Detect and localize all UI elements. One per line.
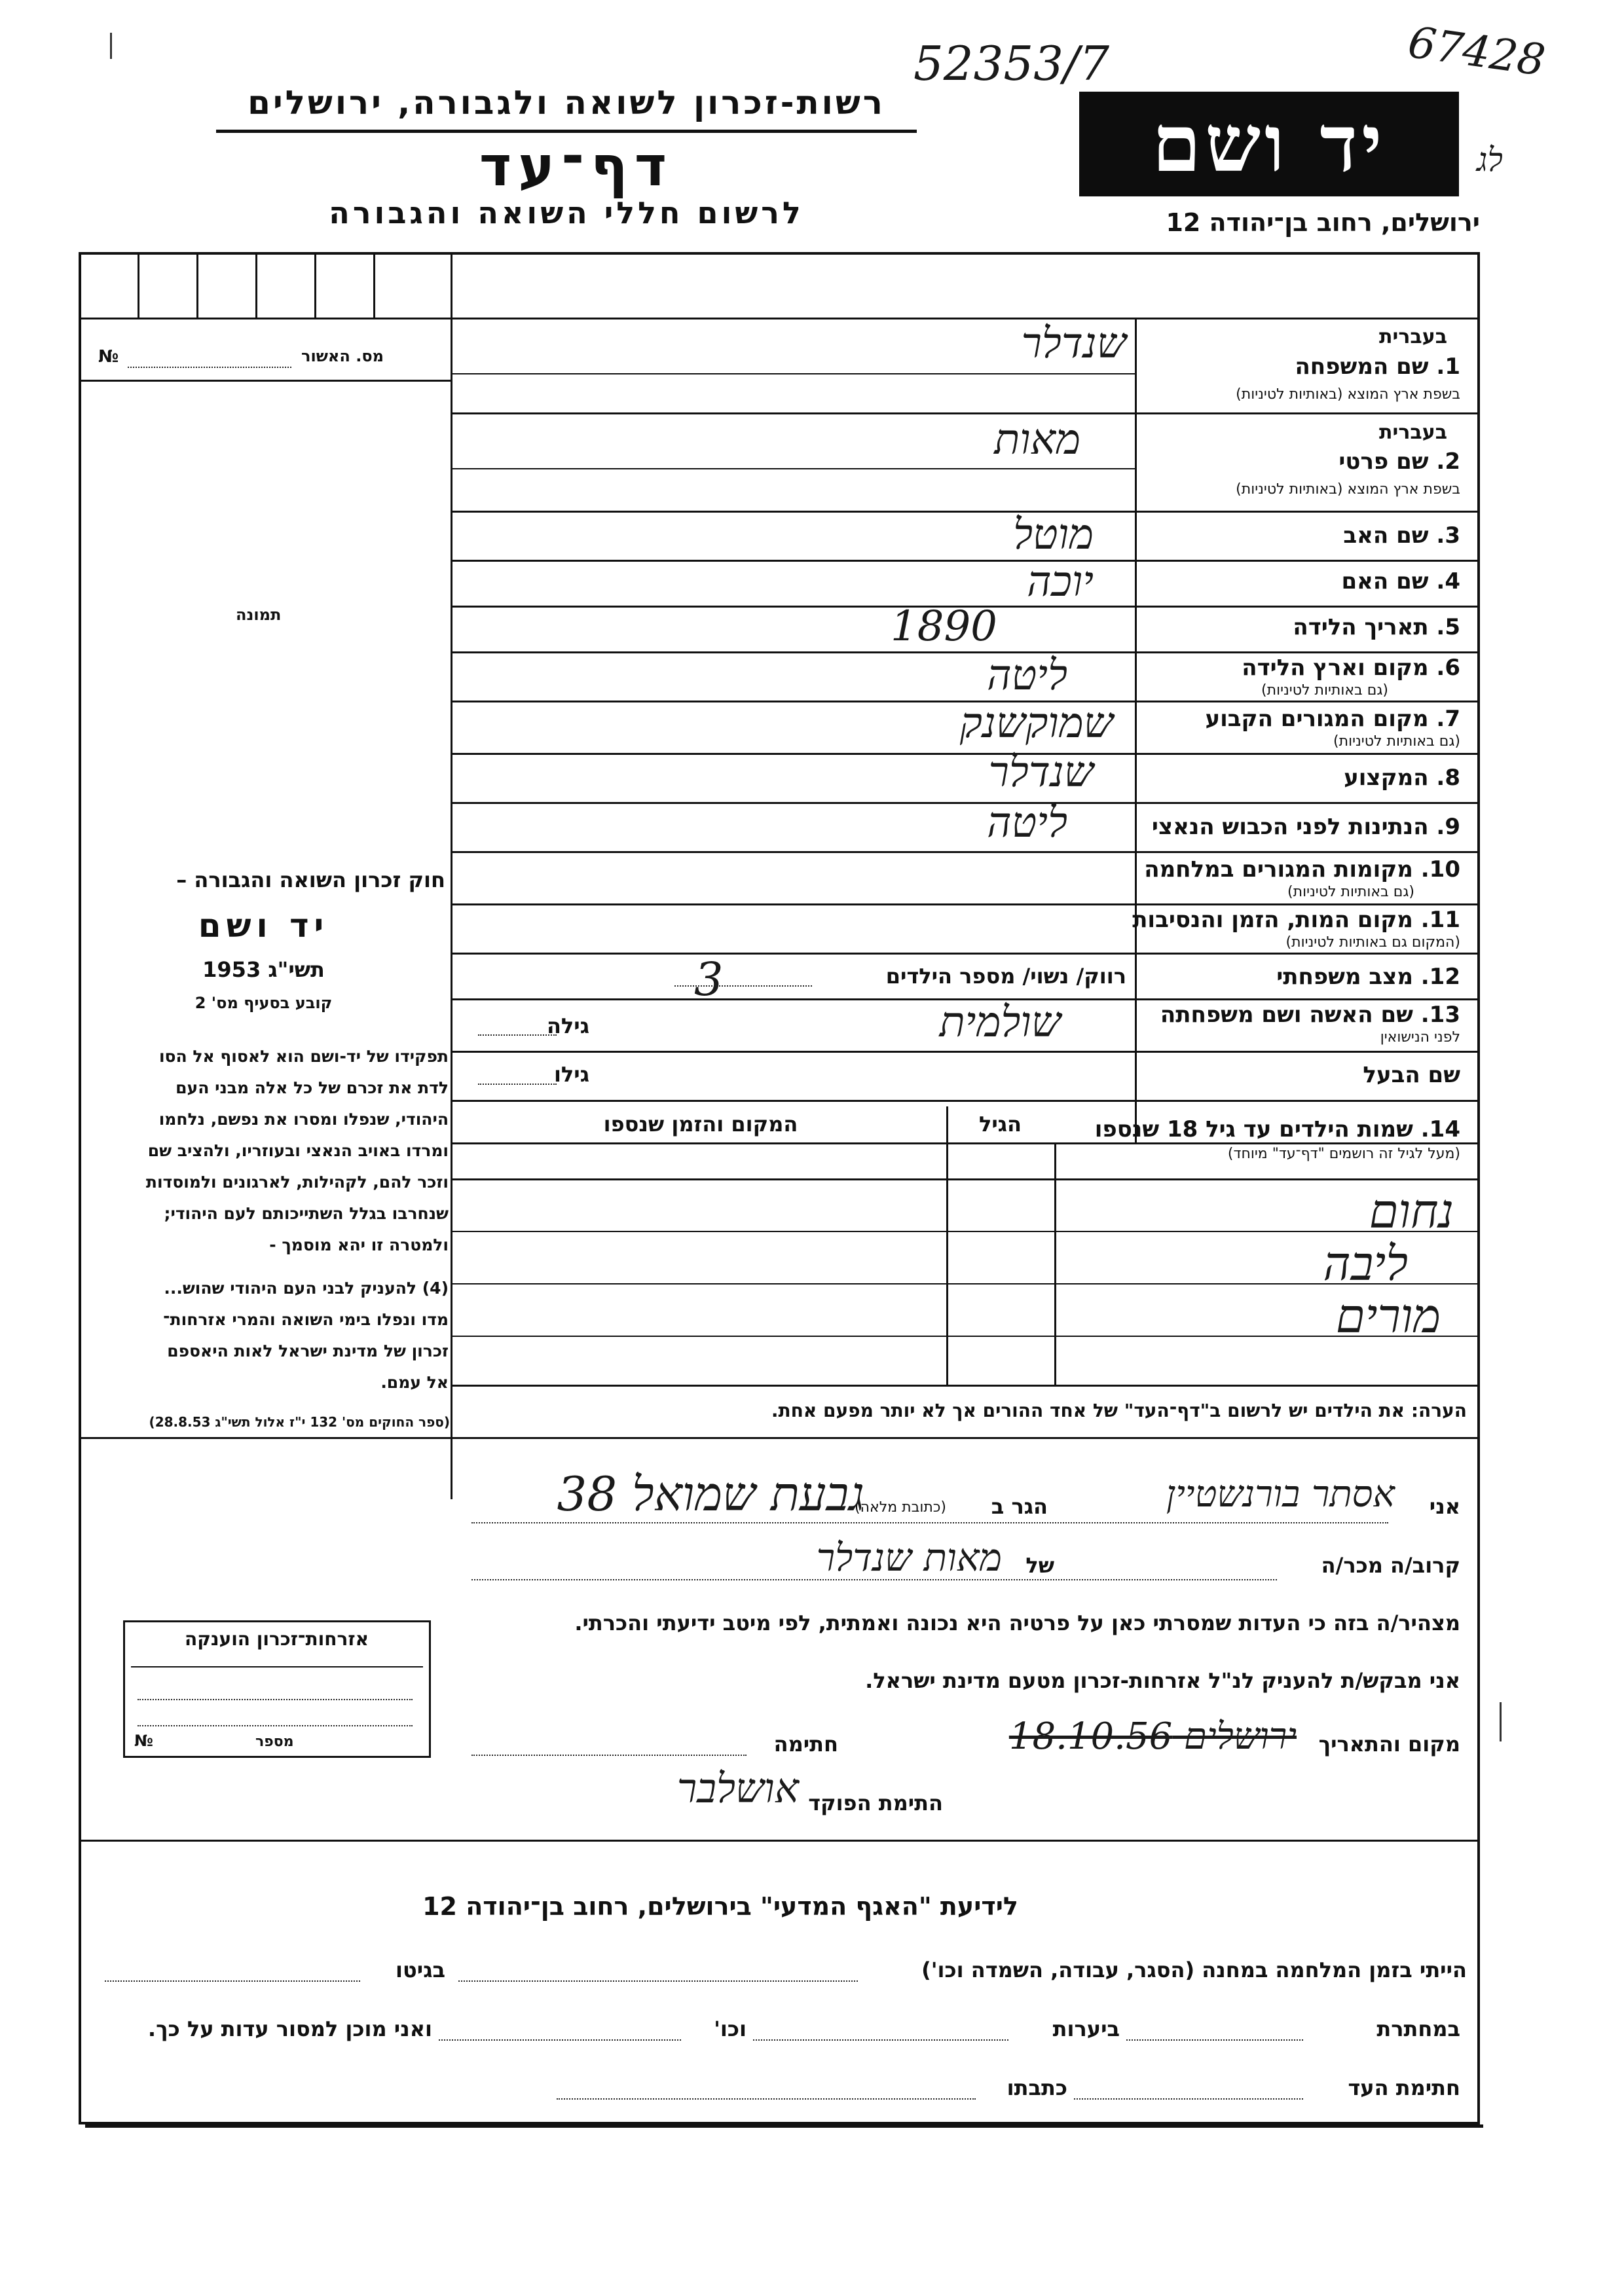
footer-address-label: כתבתו [1006, 2075, 1067, 2100]
tick-3 [255, 252, 257, 318]
citizenship-line-2 [138, 1725, 413, 1726]
label-column-divider [1135, 318, 1137, 1142]
place-date-value[interactable]: ירושלים 18.10.56 [1008, 1715, 1297, 1758]
law-year: תשי"ג 1953 [202, 957, 325, 982]
citizenship-request: אני מבקש/ת להעניק לנ"ל אזרחות-זכרון מטעם מדינת ישראל. [865, 1668, 1460, 1693]
law-text-line: תפקידו של יד-ושם הוא לאסוף אל הסו [158, 1047, 449, 1066]
birth-place-value[interactable]: ליטה [987, 651, 1067, 700]
place-date-label: מקום והתאריך [1318, 1732, 1460, 1757]
husband-name-label: שם הבעל [1363, 1062, 1460, 1088]
death-place-label: 11. מקום המות, הזמן והנסיבות [1132, 907, 1460, 933]
nationality-label: 9. הנתינות לפני הכבוש הנאצי [1151, 814, 1460, 840]
children-count-line [674, 985, 812, 987]
family-name-value[interactable]: שנדלר [1021, 319, 1126, 368]
declarant-line: אני [1429, 1494, 1460, 1519]
row-rule-9 [451, 851, 1480, 853]
residence-value[interactable]: שמוקשנק [959, 699, 1113, 748]
citizenship-title: אזרחות־זכרון הוענקה [185, 1628, 369, 1650]
footer-etc-line [439, 2039, 681, 2041]
family-name-sub: בשפת ארץ המוצא (באותיות לטיניות) [1236, 386, 1460, 403]
tick-1 [138, 252, 139, 318]
relation-value[interactable]: מאות שנדלר [816, 1535, 1002, 1580]
child-col-divider-1 [1054, 1142, 1056, 1385]
residence-sub: (גם באותיות לטיניות) [1333, 733, 1460, 750]
scan-mark-right [1500, 1702, 1502, 1741]
husband-age-label: גילו [553, 1062, 589, 1087]
children-note: הערה: את הילדים יש לרשום ב"דף־העד" של אחד ההורים אך לא יותר מפעם אחת. [771, 1400, 1467, 1421]
law-text-line: (4) להעניק לבני העם היהודי שהוש... [164, 1279, 449, 1298]
form-subtitle: לרשום חללי השואה והגבורה [329, 195, 804, 230]
signature-label: חתימה [773, 1732, 838, 1757]
footer-underground-label: במחתרת [1376, 2016, 1460, 2041]
tick-4 [314, 252, 316, 318]
wife-name-value[interactable]: שולמית [939, 998, 1061, 1047]
footer-ghetto-label: בגיטו [396, 1958, 445, 1982]
footer-camp-line [458, 1980, 858, 1982]
nationality-value[interactable]: ליטה [987, 799, 1067, 847]
lang-hebrew-1: בעברית [1379, 325, 1447, 348]
declarant-name[interactable]: אסתר בורנשטיין [1166, 1473, 1395, 1516]
officer-signature: אושלבר [676, 1764, 799, 1812]
citizenship-line-1 [138, 1699, 413, 1700]
footer-ghetto-line [105, 1980, 360, 1982]
father-name-value[interactable]: מוטל [1013, 511, 1094, 559]
wartime-residence-label: 10. מקומות המגורים במלחמה [1144, 856, 1460, 883]
first-name-value[interactable]: מאות [994, 416, 1080, 464]
death-place-sub: (המקום גם באותיות לטיניות) [1285, 934, 1460, 951]
scan-mark [110, 33, 112, 59]
profession-value[interactable]: שנדלר [988, 748, 1094, 797]
law-text-line: שנחרבו בגלל השתייכותם לעם היהודי; [164, 1204, 449, 1223]
form-title: דף־עד [479, 134, 674, 198]
children-names-label: 14. שמות הילדים עד גיל 18 שנספו [1094, 1116, 1460, 1142]
signature-line [471, 1755, 747, 1756]
first-name-label: 2. שם פרטי [1338, 448, 1460, 475]
footer-camp-label: הייתי בזמן המלחמה במחנה (הסגר, עבודה, השמדה וכו') [921, 1958, 1467, 1982]
marital-status-label: 12. מצב משפחתי [1276, 964, 1460, 990]
footer-forests-label: ביערות [1052, 2016, 1120, 2041]
declaration-statement: מצהיר/ה בזה כי העדות שמסרתי כאן על פרטיה היא נכונה ואמתית, לפי מיטב ידיעתי והכרתי. [574, 1611, 1460, 1635]
footer-forests-line [753, 2039, 1008, 2041]
approval-label: מס. האשור [301, 347, 384, 365]
authority-name: רשות-זכרון לשואה ולגבורה, ירושלים [248, 84, 885, 122]
child-2-name[interactable]: ליבה [1323, 1236, 1408, 1291]
footer-address-line [557, 2098, 976, 2100]
wife-age-label: גילה [546, 1013, 589, 1038]
husband-age-line [478, 1084, 557, 1085]
declarant-line-rule [471, 1522, 1388, 1523]
footer-title: לידיעת "האגף המדעי" בירושלים, רחוב בן־יהודה 12 [422, 1892, 1018, 1921]
wife-name-label: 13. שם האשה ושם משפחתה [1160, 1002, 1460, 1028]
children-place-header: המקום והזמן שנספו [603, 1112, 798, 1137]
file-number: 52353/7 [913, 36, 1110, 91]
footer-witness-signature-line [1074, 2098, 1303, 2100]
relation-of-label: של [1025, 1553, 1054, 1578]
law-title: חוק זכרון השואה והגבורה – [176, 867, 445, 892]
citizenship-no-label: מספר [255, 1734, 294, 1750]
citizenship-rule-1 [131, 1666, 423, 1667]
sidebar-divider [451, 252, 452, 1499]
yad-vashem-logo: יד ושם [1079, 92, 1459, 196]
row-rule-note [79, 1437, 1480, 1439]
child-col-divider-2 [946, 1106, 948, 1385]
law-text-line: היהודי, שנפלו ומסרו את נפשם, נלחמו [158, 1110, 449, 1129]
page-number: 67428 [1405, 16, 1549, 86]
row-rule-14-bottom [451, 1385, 1480, 1387]
birth-date-label: 5. תאריך הלידה [1293, 614, 1460, 640]
row-rule-2a [451, 468, 1135, 469]
lang-hebrew-2: בעברית [1379, 421, 1447, 444]
tick-5 [373, 252, 375, 318]
approval-no-sign: № [98, 347, 119, 367]
law-text-line: לדת את זכרם של כל אלה מבני העם [175, 1078, 449, 1097]
child-1-name[interactable]: נחום [1369, 1184, 1454, 1239]
footer-divider [79, 1840, 1480, 1842]
law-text-line: וזכר להם, לקהילות, לארגונים ולמוסדות [145, 1173, 449, 1192]
family-name-label: 1. שם המשפחה [1295, 354, 1460, 380]
officer-signature-label: התימת הפוקד [808, 1791, 943, 1815]
children-count-value[interactable]: 3 [694, 953, 724, 1006]
birth-place-sub: (גם באותיות לטיניות) [1261, 682, 1388, 699]
mother-name-label: 4. שם האם [1341, 568, 1460, 594]
footer-testimony-label: ואני מוכן למסור עדות על כך. [147, 2016, 432, 2041]
father-name-label: 3. שם האב [1343, 522, 1460, 549]
declarant-address[interactable]: גבעת שמואל 38 [557, 1467, 864, 1522]
law-source: (ספר החוקים מס' 132 י"ז אלול תשי"ג 28.8.53) [149, 1414, 450, 1430]
row-rule-1a [451, 373, 1135, 374]
citizenship-no-sign: № [134, 1732, 153, 1750]
row-rule-14-top [451, 1142, 1480, 1144]
child-3-name[interactable]: מורים [1335, 1288, 1441, 1343]
footer-witness-signature-label: חתימת העד [1348, 2075, 1460, 2100]
tick-2 [196, 252, 198, 318]
law-text-line: ולמטרה זו יהא מוסמך - [269, 1235, 449, 1254]
footer-etc-label: וכו' [714, 2016, 747, 2041]
wartime-residence-sub: (גם באותיות לטיניות) [1287, 884, 1414, 900]
law-text-line: אל עמם. [380, 1373, 449, 1392]
relation-line-rule [471, 1579, 1277, 1580]
row-rule-11 [451, 953, 1480, 955]
first-name-sub: בשפת ארץ המוצא (באותיות לטיניות) [1236, 481, 1460, 498]
row-rule-13 [451, 1051, 1480, 1053]
row-rule-10 [451, 903, 1480, 905]
footer-underground-line [1126, 2039, 1303, 2041]
law-text-line: ומרדו באויב הנאצי ובעוזריו, ולהציב שם [147, 1141, 449, 1160]
birth-date-value[interactable]: 1890 [891, 602, 997, 651]
residence-label: 7. מקום המגורים הקבוע [1205, 706, 1460, 732]
corner-mark: לג [1477, 141, 1503, 179]
children-age-header: הגיל [978, 1112, 1022, 1137]
law-section: קובע בסעיף מס' 2 [194, 994, 333, 1012]
profession-label: 8. המקצוע [1344, 765, 1460, 791]
law-text-line: זכרון של מדינת ישראל לאות היאספם [167, 1341, 449, 1360]
relation-label: קרוב/ה מכר/ה [1321, 1553, 1460, 1578]
header-rule [216, 130, 917, 133]
form-address: ירושלים, רחוב בן־יהודה 12 [1166, 208, 1480, 237]
row-rule-1 [451, 412, 1480, 414]
wife-age-line [478, 1034, 557, 1036]
approval-line [128, 367, 291, 368]
declarant-address-label: הגר ב [991, 1494, 1048, 1519]
birth-place-label: 6. מקום וארץ הלידה [1242, 655, 1460, 681]
tick-strip-rule [79, 318, 452, 319]
approval-rule [79, 380, 452, 382]
wife-name-sub: לפני הנישואין [1380, 1029, 1460, 1046]
row-rule-14-head [451, 1178, 1480, 1180]
photo-label: תמונה [236, 606, 282, 624]
frame-shadow [85, 2124, 1483, 2128]
mother-name-value[interactable]: יוכה [1027, 558, 1094, 606]
law-text-line: מדו ונפלו בימי השואה והמרי אזרחות־ [163, 1310, 449, 1329]
law-name: יד ושם [198, 907, 329, 945]
declarant-address-note: (כתובת מלאה) [855, 1499, 946, 1516]
law-text [82, 1041, 449, 1398]
marital-status-options: רווק/ נשוי/ מספר הילדים [885, 964, 1126, 989]
children-names-sub: (מעל לגיל זה רושמים "דף־עד" מיוחד) [1227, 1146, 1460, 1162]
row-rule-husband [451, 1100, 1480, 1102]
